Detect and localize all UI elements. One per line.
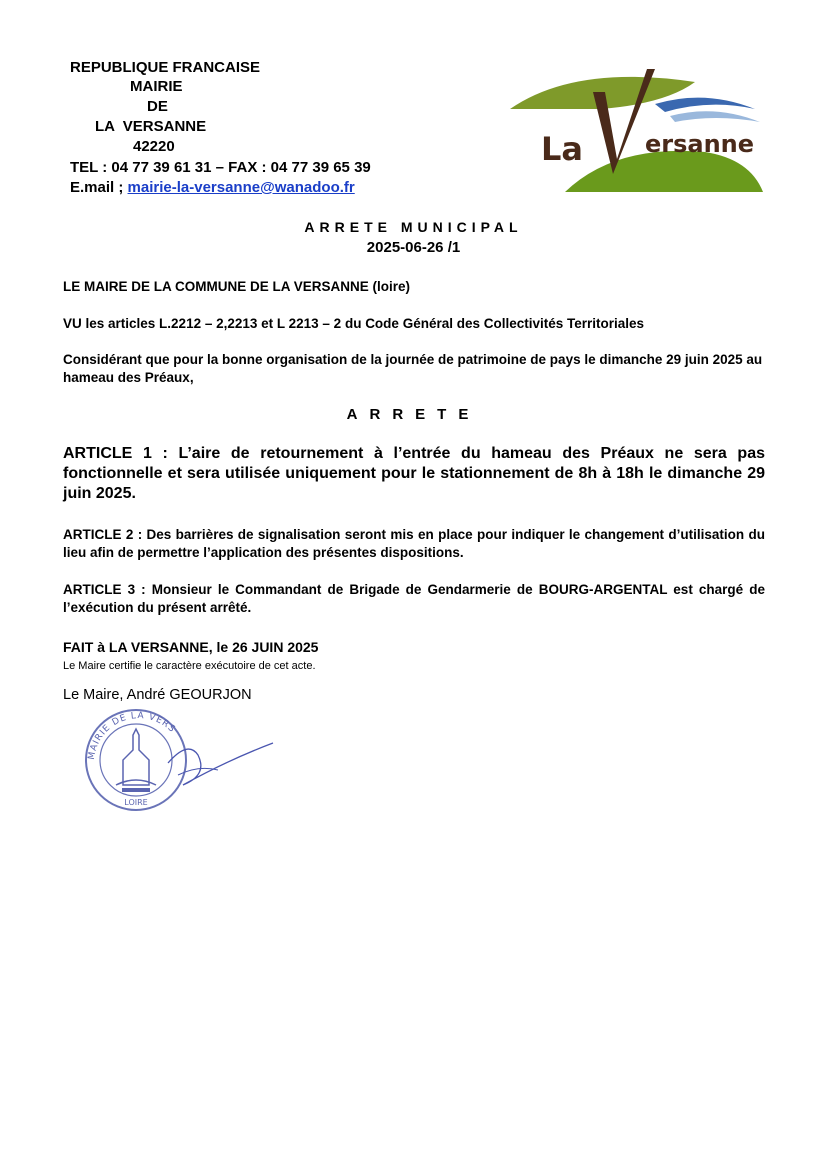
official-stamp: [78, 705, 278, 815]
logo-text-versanne: ersanne: [645, 130, 755, 158]
phone-fax-line: TEL : 04 77 39 61 31 – FAX : 04 77 39 65 39: [70, 159, 371, 176]
article-1: ARTICLE 1 : L’aire de retournement à l’entrée du hameau des Préaux ne sera pas fonctionnelle et sera utilisée uniquement pour le stationnement de 8h à 18h le dimanche 29 juin 2025.: [63, 445, 765, 502]
article-3: ARTICLE 3 : Monsieur le Commandant de Brigade de Gendarmerie de BOURG-ARGENTAL est chargé de l’exécution du présent arrêté.: [63, 582, 765, 615]
logo-graphic: [505, 64, 765, 194]
mairie-line: MAIRIE: [130, 78, 183, 95]
postcode-line: 42220: [133, 138, 175, 155]
mayor-name: Le Maire, André GEOURJON: [63, 687, 252, 703]
vu-articles-line: VU les articles L.2212 – 2,2213 et L 2213 – 2 du Code Général des Collectivités Territoriales: [63, 316, 645, 331]
certification-line: Le Maire certifie le caractère exécutoire de cet acte.: [63, 660, 316, 672]
commune-line: LA VERSANNE: [95, 118, 207, 135]
email-link[interactable]: mairie-la-versanne@wanadoo.fr: [127, 179, 355, 196]
la-versanne-logo: [505, 64, 765, 194]
arrete-heading: ARRETE: [346, 406, 481, 423]
document-heading: ARRETE MUNICIPAL: [304, 219, 523, 235]
article-2: ARTICLE 2 : Des barrières de signalisation seront mis en place pour indiquer le changement d’utilisation du lieu afin de permettre l’application des présentes dispositions.: [63, 527, 765, 560]
de-line: DE: [147, 98, 168, 115]
considerant-paragraph: Considérant que pour la bonne organisation de la journée de patrimoine de pays le dimanche 29 juin 2025 au hameau des Préaux,: [63, 352, 763, 385]
stamp-text: MAIRIE DE LA VERS: [86, 711, 178, 761]
stamp-bottom-text: LOIRE: [124, 798, 148, 807]
republic-line: REPUBLIQUE FRANCAISE: [70, 59, 261, 76]
mayor-line: LE MAIRE DE LA COMMUNE DE LA VERSANNE (loire): [63, 279, 411, 294]
logo-text-la: La: [541, 130, 583, 168]
fait-a-line: FAIT à LA VERSANNE, le 26 JUIN 2025: [63, 639, 319, 655]
email-line: [70, 178, 355, 197]
document-number: 2025-06-26 /1: [366, 239, 461, 256]
email-label: E.mail ;: [70, 179, 128, 196]
